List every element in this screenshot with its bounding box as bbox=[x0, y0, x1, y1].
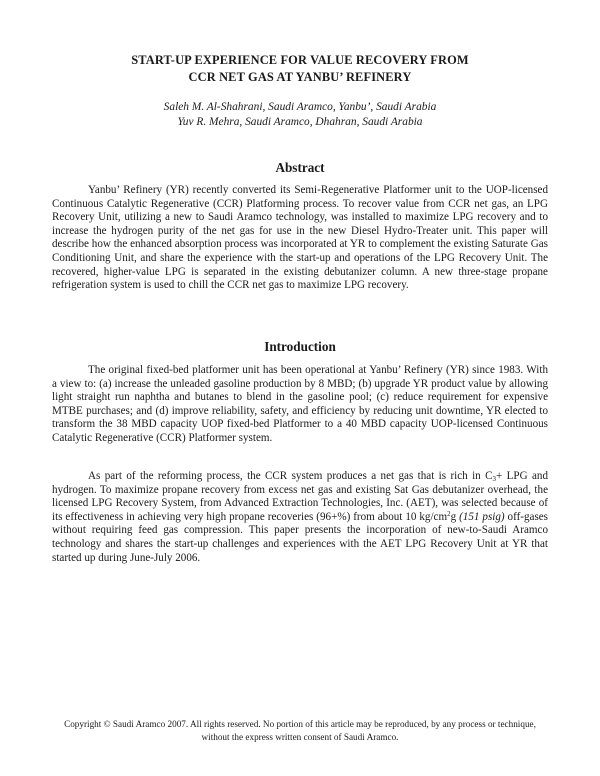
author-1: Saleh M. Al-Shahrani, Saudi Aramco, Yanbu’, Saudi Arabia bbox=[163, 101, 437, 113]
intro-p2-part-a: As part of the reforming process, the CCR system produces a net gas that is rich in C bbox=[88, 470, 493, 482]
intro-p2-part-c: g bbox=[450, 510, 460, 523]
intro-p2-part-b: + LPG and hydrogen. To maximize propane recovery from excess net gas and existing Sat Gas debutanizer overhead, the licensed LPG Recovery System, from Advanced Extraction Technologies, Inc. (AET), was selected because of its effectiveness in achieving very high propane recoveries (96+%) from about 10 kg/cm bbox=[52, 470, 548, 523]
title-line-2: CCR NET GAS AT YANBU’ REFINERY bbox=[188, 70, 412, 84]
intro-p2-psig: (151 psig) bbox=[459, 510, 505, 523]
author-block bbox=[52, 100, 548, 130]
introduction-paragraph-2 bbox=[52, 470, 548, 565]
intro-p2-superscript: 2 bbox=[447, 509, 451, 518]
intro-p2-subscript: 3 bbox=[492, 475, 496, 483]
copyright-footer: Copyright © Saudi Aramco 2007. All rights reserved. No portion of this article may be reproduced, by any process or technique, without the express written consent of Saudi Aramco. bbox=[64, 719, 536, 742]
introduction-paragraph-1: The original fixed-bed platformer unit has been operational at Yanbu’ Refinery (YR) since 1983. With a view to: (a) increase the unleaded gasoline production by 8 MBD; (b) upgrade YR product value by allowing light straight run naphtha and butanes to blend in the gasoline pool; (c) reduce requirement for expensive MTBE purchases; and (d) improve reliability, safety, and efficiency by reducing unit downtime, YR elected to transform the 38 MBD capacity UOP fixed-bed Platformer to a 40 MBD capacity UOP-licensed Continuous Catalytic Regenerative (CCR) Platformer system. bbox=[52, 364, 548, 444]
paper-title bbox=[52, 52, 548, 86]
introduction-heading: Introduction bbox=[264, 339, 336, 354]
intro-p2-part-d: off-gases without requiring feed gas compression. This paper presents the incorporation of new-to-Saudi Aramco technology and shares the start-up challenges and experiences with the AET LPG Recovery Unit at YR that started up during June-July 2006. bbox=[52, 510, 549, 564]
abstract-heading: Abstract bbox=[275, 160, 325, 175]
author-2: Yuv R. Mehra, Saudi Aramco, Dhahran, Saudi Arabia bbox=[177, 116, 423, 128]
title-line-1: START-UP EXPERIENCE FOR VALUE RECOVERY FROM bbox=[131, 53, 469, 67]
abstract-paragraph: Yanbu’ Refinery (YR) recently converted its Semi-Regenerative Platformer unit to the UOP-licensed Continuous Catalytic Regenerative (CCR) Platforming process. To recover value from CCR net gas, an LPG Recovery Unit, utilizing a new to Saudi Aramco technology, was installed to maximize LPG recovery and to increase the hydrogen purity of the net gas for use in the new Diesel Hydro-Treater unit. This paper will describe how the enhanced absorption process was incorporated at YR to complement the existing Saturate Gas Conditioning Unit, and share the experience with the start-up and operations of the LPG Recovery Unit. The recovered, higher-value LPG is separated in the existing debutanizer column. A new three-stage propane refrigeration system is used to chill the CCR net gas to maximize LPG recovery. bbox=[52, 184, 548, 292]
